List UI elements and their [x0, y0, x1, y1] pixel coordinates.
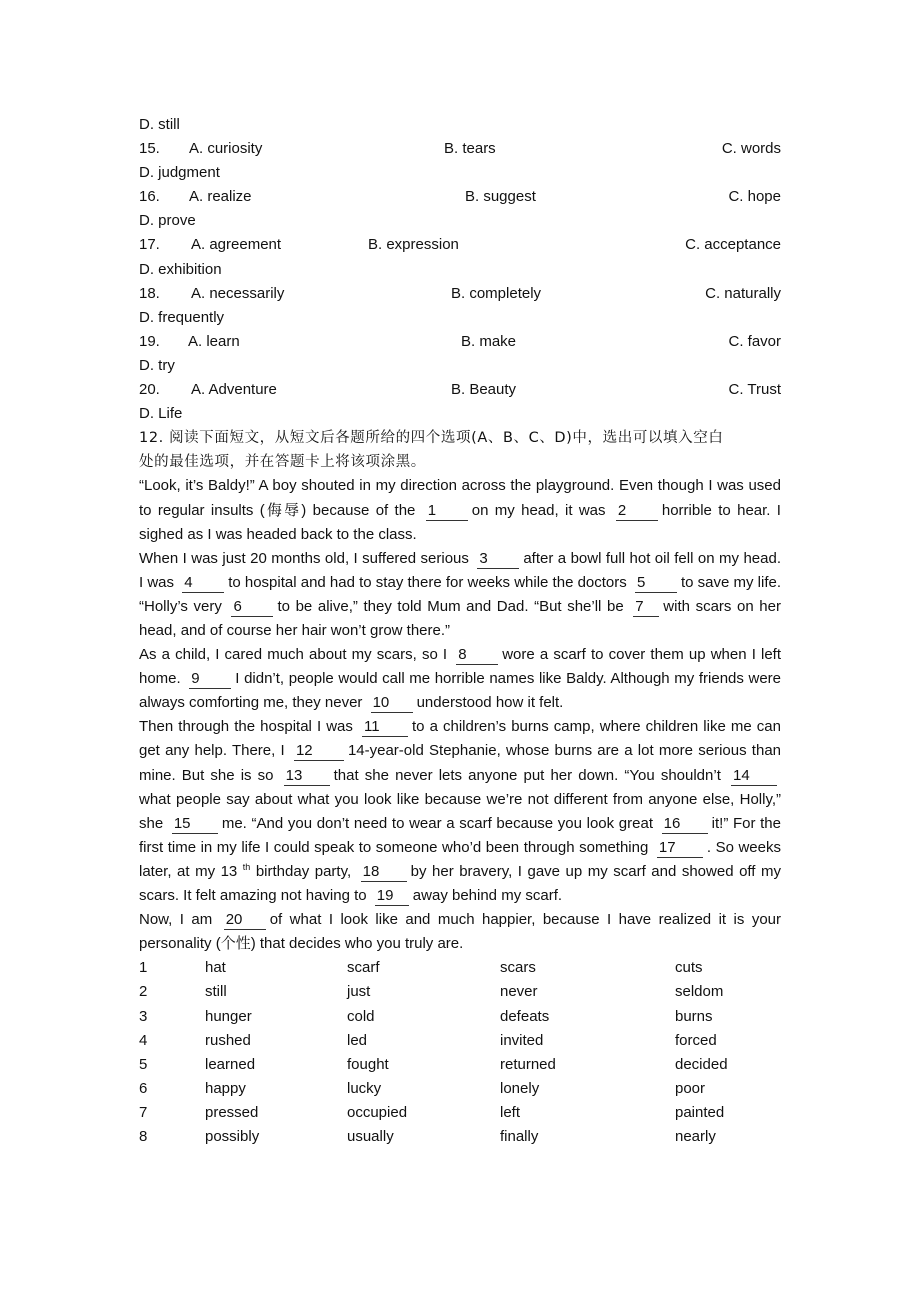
option-c: C. Trust	[728, 381, 781, 399]
row-number: 7	[139, 1103, 148, 1121]
passage-text: it!” For the first time in my life I could speak to someone who’d been through something	[139, 814, 781, 856]
option-b-cell: lucky	[347, 1079, 382, 1097]
blank-8: 8	[456, 646, 498, 665]
table-row	[139, 956, 781, 980]
passage-text: on my head, it was	[471, 501, 612, 519]
option-b: B. make	[461, 332, 517, 350]
question-row-18	[139, 282, 781, 306]
option-a-cell: hunger	[205, 1007, 252, 1025]
blank-4: 4	[182, 574, 224, 593]
passage-text: to a children’s burns camp, where children like me can get any help. There, I	[139, 718, 781, 760]
option-b-cell: scarf	[347, 959, 380, 977]
passage-text: of what I look like and much happier, because I have realized it is your personality (个性) that decides who you truly are.	[139, 911, 781, 953]
option-c-cell: defeats	[500, 1007, 550, 1025]
paragraph-1	[139, 474, 781, 546]
passage-text: birthday party,	[255, 862, 357, 880]
passage-text: understood how it felt.	[416, 694, 564, 712]
table-row	[139, 1101, 781, 1125]
question-row-15	[139, 137, 781, 161]
document-page	[139, 113, 781, 1149]
passage-text: wore a scarf to cover them up when I left home.	[139, 646, 782, 688]
blank-16: 16	[662, 815, 708, 834]
option-b: B. tears	[444, 140, 496, 158]
table-row	[139, 1029, 781, 1053]
option-b-cell: just	[347, 983, 371, 1001]
superscript: th	[242, 861, 251, 872]
table-row	[139, 1077, 781, 1101]
section-instruction-line1: 12. 阅读下面短文，从短文后各题所给的四个选项(A、B、C、D)中，选出可以填入空白	[139, 430, 724, 447]
paragraph-4	[139, 715, 781, 908]
passage-text: to hospital and had to stay there for weeks while the doctors	[228, 573, 631, 591]
cloze-passage	[139, 474, 781, 956]
row-number: 5	[139, 1055, 148, 1073]
option-b: B. completely	[451, 284, 542, 302]
row-number: 6	[139, 1079, 148, 1097]
option-a: A. realize	[189, 188, 252, 206]
section-instruction-line2: 处的最佳选项，并在答题卡上将该项涂黑。	[139, 454, 426, 471]
blank-18: 18	[361, 863, 407, 882]
passage-text: When I was just 20 months old, I suffered serious	[139, 549, 474, 567]
question-number: 16.	[139, 188, 160, 206]
option-a-cell: learned	[205, 1055, 256, 1073]
passage-text: to save my life. “Holly’s very	[139, 573, 781, 615]
blank-14: 14	[731, 767, 777, 786]
option-d-cell: seldom	[675, 983, 724, 1001]
option-b-cell: fought	[347, 1055, 389, 1073]
blank-11: 11	[362, 718, 408, 737]
passage-text: horrible to hear. I sighed as I was headed back to the class.	[139, 501, 781, 543]
option-a-cell: pressed	[205, 1103, 259, 1121]
blank-6: 6	[231, 598, 273, 617]
table-row	[139, 980, 781, 1004]
option-b: B. Beauty	[451, 381, 517, 399]
passage-text: with scars on her head, and of course her hair won’t grow there.”	[139, 597, 781, 639]
blank-19: 19	[375, 887, 409, 906]
blank-20: 20	[224, 911, 266, 930]
question-row-17	[139, 233, 781, 257]
option-c-cell: lonely	[500, 1079, 540, 1097]
option-b-cell: occupied	[347, 1103, 408, 1121]
passage-text: Now, I am	[139, 911, 220, 929]
option-a-cell: possibly	[205, 1127, 260, 1145]
option-c: C. hope	[728, 188, 781, 206]
answer-options-table	[139, 956, 781, 1149]
blank-2: 2	[616, 502, 658, 521]
question-row-16	[139, 185, 781, 209]
option-d: D. exhibition	[139, 260, 222, 278]
option-b: B. expression	[368, 236, 459, 254]
passage-text: me. “And you don’t need to wear a scarf because you look great	[221, 814, 658, 832]
option-d-cell: poor	[675, 1079, 706, 1097]
passage-text: that she never lets anyone put her down. “You shouldn’t	[333, 766, 727, 784]
passage-text: by her bravery, I gave up my scarf and showed off my scars. It felt amazing not having to	[139, 862, 781, 904]
blank-10: 10	[371, 694, 413, 713]
blank-3: 3	[477, 550, 519, 569]
option-a: A. learn	[188, 332, 240, 350]
blank-7: 7	[633, 598, 659, 617]
option-a: A. necessarily	[191, 284, 285, 302]
row-number: 3	[139, 1007, 148, 1025]
paragraph-2	[139, 547, 781, 643]
blank-12: 12	[294, 742, 344, 761]
passage-text: As a child, I cared much about my scars, so I	[139, 646, 453, 664]
paragraph-3	[139, 643, 781, 715]
option-c-cell: left	[500, 1103, 521, 1121]
row-number: 8	[139, 1127, 148, 1145]
option-d: D. prove	[139, 212, 196, 230]
option-c: C. acceptance	[685, 236, 781, 254]
question-number: 15.	[139, 140, 160, 158]
passage-text: . So weeks later, at my 13	[139, 838, 781, 880]
question-number: 20.	[139, 381, 160, 399]
row-number: 2	[139, 983, 148, 1001]
row-number: 4	[139, 1031, 148, 1049]
passage-text: “Look, it’s Baldy!” A boy shouted in my direction across the playground. Even though I was used to regular insults (侮辱) because of the	[139, 477, 781, 519]
question-options-list	[139, 137, 781, 426]
option-d-cell: decided	[675, 1055, 728, 1073]
passage-text: I didn’t, people would call me horrible names like Baldy. Although my friends were always comforting me, they never	[139, 670, 781, 712]
option-d: D. try	[139, 356, 175, 374]
blank-5: 5	[635, 574, 677, 593]
option-d-cell: forced	[675, 1031, 717, 1049]
option-c-cell: never	[500, 983, 538, 1001]
row-number: 1	[139, 959, 148, 977]
option-d-14: D. still	[139, 116, 180, 133]
paragraph-5	[139, 908, 781, 956]
option-a: A. curiosity	[189, 140, 263, 158]
option-a-cell: happy	[205, 1079, 246, 1097]
option-d: D. judgment	[139, 164, 220, 182]
passage-text: after a bowl full hot oil fell on my head. I was	[139, 549, 781, 591]
option-d: D. Life	[139, 405, 183, 423]
option-a-cell: hat	[205, 959, 226, 977]
option-c-cell: returned	[500, 1055, 556, 1073]
blank-17: 17	[657, 839, 703, 858]
option-a-cell: rushed	[205, 1031, 251, 1049]
option-c-cell: scars	[500, 959, 536, 977]
option-d-cell: burns	[675, 1007, 713, 1025]
option-b: B. suggest	[465, 188, 536, 206]
blank-9: 9	[189, 670, 231, 689]
option-b-cell: cold	[347, 1007, 375, 1025]
blank-13: 13	[284, 767, 330, 786]
option-c: C. naturally	[705, 284, 781, 302]
option-c-cell: invited	[500, 1031, 544, 1049]
question-number: 19.	[139, 332, 160, 350]
passage-text: what people say about what you look like because we’re not different from anyone else, Holly,” she	[139, 790, 781, 832]
question-number: 17.	[139, 236, 160, 254]
table-row	[139, 1125, 781, 1149]
option-d-cell: painted	[675, 1103, 725, 1121]
question-row-19	[139, 330, 781, 354]
blank-15: 15	[172, 815, 218, 834]
passage-text: Then through the hospital I was	[139, 718, 358, 736]
option-a-cell: still	[205, 983, 227, 1001]
option-c: C. favor	[728, 332, 781, 350]
passage-text: 14-year-old Stephanie, whose burns are a lot more serious than mine. But she is so	[139, 742, 782, 784]
option-c-cell: finally	[500, 1127, 539, 1145]
passage-text: to be alive,” they told Mum and Dad. “But she’ll be	[277, 597, 630, 615]
table-row	[139, 1053, 781, 1077]
blank-1: 1	[426, 502, 468, 521]
option-d-cell: cuts	[675, 959, 703, 977]
question-number: 18.	[139, 284, 160, 302]
option-b-cell: led	[347, 1031, 368, 1049]
option-a: A. agreement	[191, 236, 282, 254]
option-b-cell: usually	[347, 1127, 394, 1145]
option-d-cell: nearly	[675, 1127, 716, 1145]
question-row-20	[139, 378, 781, 402]
passage-text: away behind my scarf.	[412, 887, 563, 904]
option-c: C. words	[721, 140, 781, 158]
option-a: A. Adventure	[191, 381, 277, 399]
option-d: D. frequently	[139, 308, 225, 326]
table-row	[139, 1004, 781, 1028]
